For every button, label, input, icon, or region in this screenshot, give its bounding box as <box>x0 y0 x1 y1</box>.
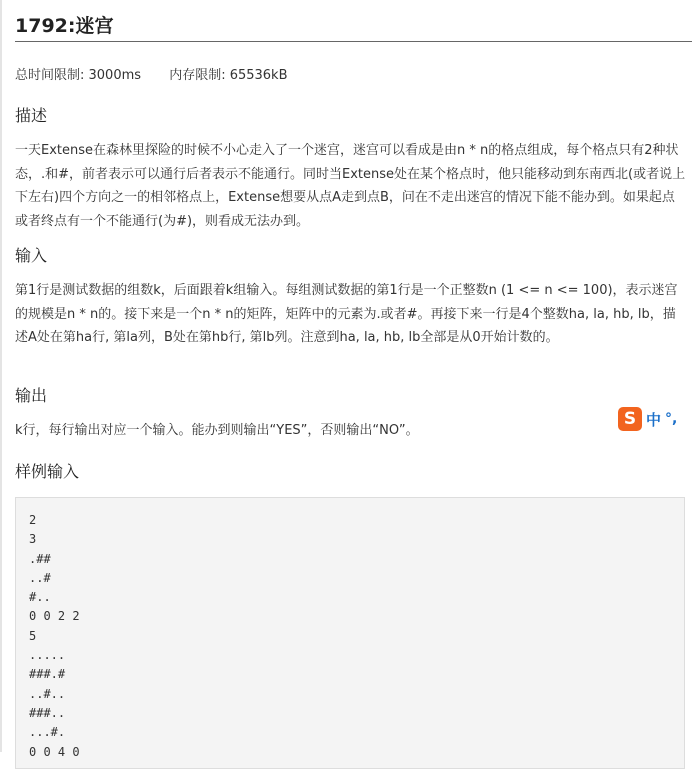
page-title: 1792:迷宫 <box>15 15 114 37</box>
limits <box>15 64 312 83</box>
ime-mode-toggle[interactable]: 中 <box>646 410 662 429</box>
ime-punctuation-toggle[interactable]: °, <box>665 411 678 427</box>
left-border <box>0 0 2 752</box>
title-divider <box>15 41 692 42</box>
description-heading: 描述 <box>15 106 48 125</box>
input-heading: 输入 <box>15 246 48 265</box>
sample-input-box <box>15 497 685 769</box>
ime-toolbar[interactable] <box>614 405 692 433</box>
input-text: 第1行是测试数据的组数k，后面跟着k组输入。每组测试数据的第1行是一个正整数n (1 <= n <= 100)，表示迷宫的规模是n * n的。接下来是一个n * n的矩阵，矩阵中的元素为.或者#。再接下来一行是4个整数ha, la, hb, lb，描述A处在第ha行, 第la列，B处在第hb行, 第lb列。注意到ha, la, hb, lb全部是从0开始计数的。 <box>15 283 678 345</box>
output-heading: 输出 <box>15 386 48 405</box>
sogou-logo-icon[interactable]: S <box>618 407 642 431</box>
memory-limit: 内存限制: 65536kB <box>169 68 288 83</box>
sample-input-heading: 样例输入 <box>15 462 80 481</box>
sample-input-text: 2 3 .## ..# #.. 0 0 2 2 5 ..... ###.# ..#.. ###.. ...#. 0 0 4 0 <box>29 513 80 759</box>
time-limit: 总时间限制: 3000ms <box>15 68 142 83</box>
description-text: 一天Extense在森林里探险的时候不小心走入了一个迷宫，迷宫可以看成是由n * n的格点组成，每个格点只有2种状态，.和#，前者表示可以通行后者表示不能通行。同时当Extense处在某个格点时，他只能移动到东南西北(或者说上下左右)四个方向之一的相邻格点上，Extense想要从点A走到点B，问在不走出迷宫的情况下能不能办到。如果起点或者终点有一个不能通行(为#)，则看成无法办到。 <box>15 143 686 229</box>
output-text: k行，每行输出对应一个输入。能办到则输出“YES”，否则输出“NO”。 <box>15 423 419 438</box>
